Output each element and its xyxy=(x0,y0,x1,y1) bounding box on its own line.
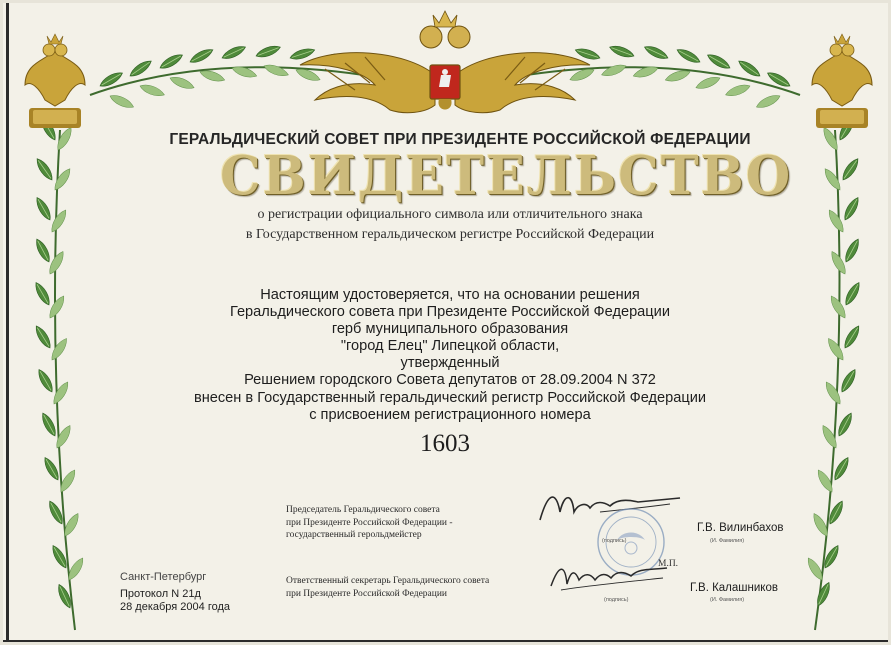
chair-name: Г.В. Вилинбахов xyxy=(697,522,784,534)
protocol-number: Протокол N 21д xyxy=(120,588,201,600)
right-corner-eagle-icon xyxy=(812,34,872,128)
chair-title-line: при Президенте Российской Федерации - xyxy=(286,517,453,528)
secretary-handwritten-signature xyxy=(545,556,675,598)
certificate-body xyxy=(170,287,730,424)
body-line: Геральдического совета при Президенте Российской Федерации xyxy=(230,304,670,321)
issuance-details xyxy=(120,571,250,614)
bottom-edge-rule xyxy=(0,640,891,645)
chair-title-block xyxy=(286,504,546,542)
left-corner-eagle-icon xyxy=(25,34,85,128)
stamp-placeholder-label: М.П. xyxy=(658,559,679,569)
body-line: "город Елец" Липецкой области, xyxy=(340,338,560,355)
left-edge-rule xyxy=(6,0,9,645)
registration-number: 1603 xyxy=(420,430,470,457)
body-line: Решением городского Совета депутатов от 28.09.2004 N 372 xyxy=(244,372,656,389)
chair-title-line: государственный герольдмейстер xyxy=(286,530,422,540)
body-line: герб муниципального образования xyxy=(331,321,569,338)
certificate-title: СВИДЕТЕЛЬСТВО xyxy=(220,144,793,208)
left-branch xyxy=(32,115,86,630)
chair-title-line: Председатель Геральдического совета xyxy=(286,505,440,515)
subtitle-line-2: в Государственном геральдическом регистре Российской Федерации xyxy=(245,227,655,242)
issuance-date: 28 декабря 2004 года xyxy=(120,601,231,613)
secretary-signature-caption: (подпись) xyxy=(604,597,629,603)
chair-signature-caption: (подпись) xyxy=(602,538,627,544)
chair-name-caption: (И. Фамилия) xyxy=(710,538,745,544)
subtitle-line-1: о регистрации официального символа или отличительного знака xyxy=(257,207,643,222)
council-heading: ГЕРАЛЬДИЧЕСКИЙ СОВЕТ ПРИ ПРЕЗИДЕНТЕ РОССИЙСКОЙ ФЕДЕРАЦИИ xyxy=(169,131,751,148)
secretary-title-line: при Президенте Российской Федерации xyxy=(286,588,448,599)
body-line: утвержденный xyxy=(400,355,500,372)
issuance-city: Санкт-Петербург xyxy=(120,571,207,583)
secretary-name: Г.В. Калашников xyxy=(690,582,778,594)
right-branch xyxy=(805,115,863,630)
secretary-name-caption: (И. Фамилия) xyxy=(710,597,745,603)
body-line: с присвоением регистрационного номера xyxy=(309,406,591,423)
body-line: Настоящим удостоверяется, что на основании решения xyxy=(260,287,640,303)
body-line: внесен в Государственный геральдический регистр Российской Федерации xyxy=(193,389,707,406)
double-headed-eagle-emblem-icon xyxy=(300,11,590,113)
secretary-title-block xyxy=(286,575,556,600)
secretary-title-line: Ответственный секретарь Геральдического совета xyxy=(286,576,490,586)
